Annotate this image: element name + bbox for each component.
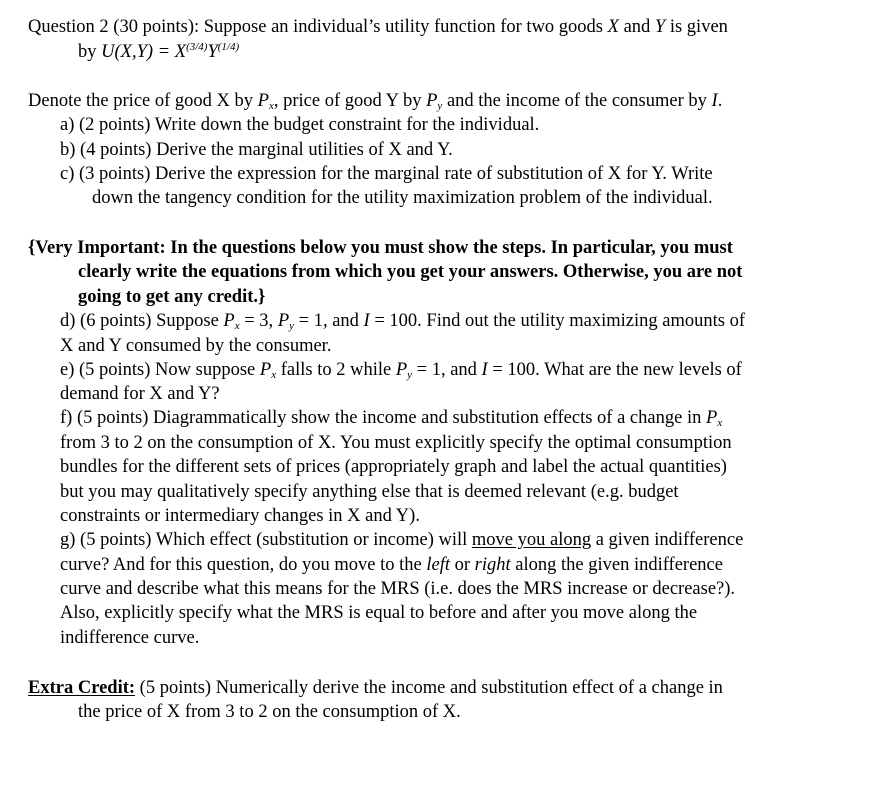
- item-f-line3: bundles for the different sets of prices (appropriately graph and label the actual quantities): [60, 457, 727, 477]
- important-note-end: going to get any credit.}: [78, 287, 266, 307]
- item-f: f) (5 points) Diagrammatically show the income and substitution effects of a change in $P_x$: [60, 408, 723, 429]
- item-e: e) (5 points) Now suppose $P_x$ falls to 2 while $P_y = 1$, and I = 100. What are the new levels of: [60, 360, 742, 381]
- item-a: a) (2 points) Write down the budget constraint for the individual.: [60, 115, 540, 135]
- item-g: g) (5 points) Which effect (substitution or income) will move you along a given indifference: [60, 530, 744, 550]
- item-f-line4: but you may qualitatively specify anything else that is deemed relevant (e.g. budget: [60, 482, 679, 502]
- denote-line: Denote the price of good X by $P_x$, price of good Y by $P_y$ and the income of the consumer by I.: [28, 91, 723, 112]
- extra-credit-label: Extra Credit:: [28, 678, 136, 698]
- item-c-cont: down the tangency condition for the utility maximization problem of the individual.: [92, 188, 713, 208]
- item-g-line4: Also, explicitly specify what the MRS is equal to before and after you move along the: [60, 603, 698, 623]
- item-f-line2: from 3 to 2 on the consumption of X. You must explicitly specify the optimal consumption: [60, 433, 732, 453]
- item-c: c) (3 points) Derive the expression for the marginal rate of substitution of X for Y. Write: [60, 164, 713, 184]
- item-d: d) (6 points) Suppose $P_x = 3$, $P_y = 1$, and I = 100. Find out the utility maximizing amounts of: [60, 311, 745, 332]
- item-g-line5: indifference curve.: [60, 628, 200, 648]
- extra-credit-cont: the price of X from 3 to 2 on the consumption of X.: [78, 702, 461, 722]
- item-e-cont: demand for X and Y?: [60, 384, 220, 404]
- item-b: b) (4 points) Derive the marginal utilities of X and Y.: [60, 140, 453, 160]
- important-note: {Very Important: In the questions below you must show the steps. In particular, you must: [28, 238, 733, 258]
- extra-credit: Extra Credit: (5 points) Numerically derive the income and substitution effect of a change in: [28, 678, 723, 698]
- item-g-line3: curve and describe what this means for the MRS (i.e. does the MRS increase or decrease?).: [60, 579, 736, 599]
- item-g-line2: curve? And for this question, do you move to the left or right along the given indifference: [60, 555, 723, 575]
- utility-function: by $U(X,Y) = X^{(3/4)}Y^{(1/4)}$: [78, 41, 240, 62]
- item-f-line5: constraints or intermediary changes in X and Y).: [60, 506, 420, 526]
- question-title: Question 2 (30 points): Suppose an individual’s utility function for two goods X and Y is given: [28, 17, 728, 37]
- important-note-cont: clearly write the equations from which you get your answers. Otherwise, you are not: [78, 262, 743, 282]
- item-d-cont: X and Y consumed by the consumer.: [60, 336, 332, 356]
